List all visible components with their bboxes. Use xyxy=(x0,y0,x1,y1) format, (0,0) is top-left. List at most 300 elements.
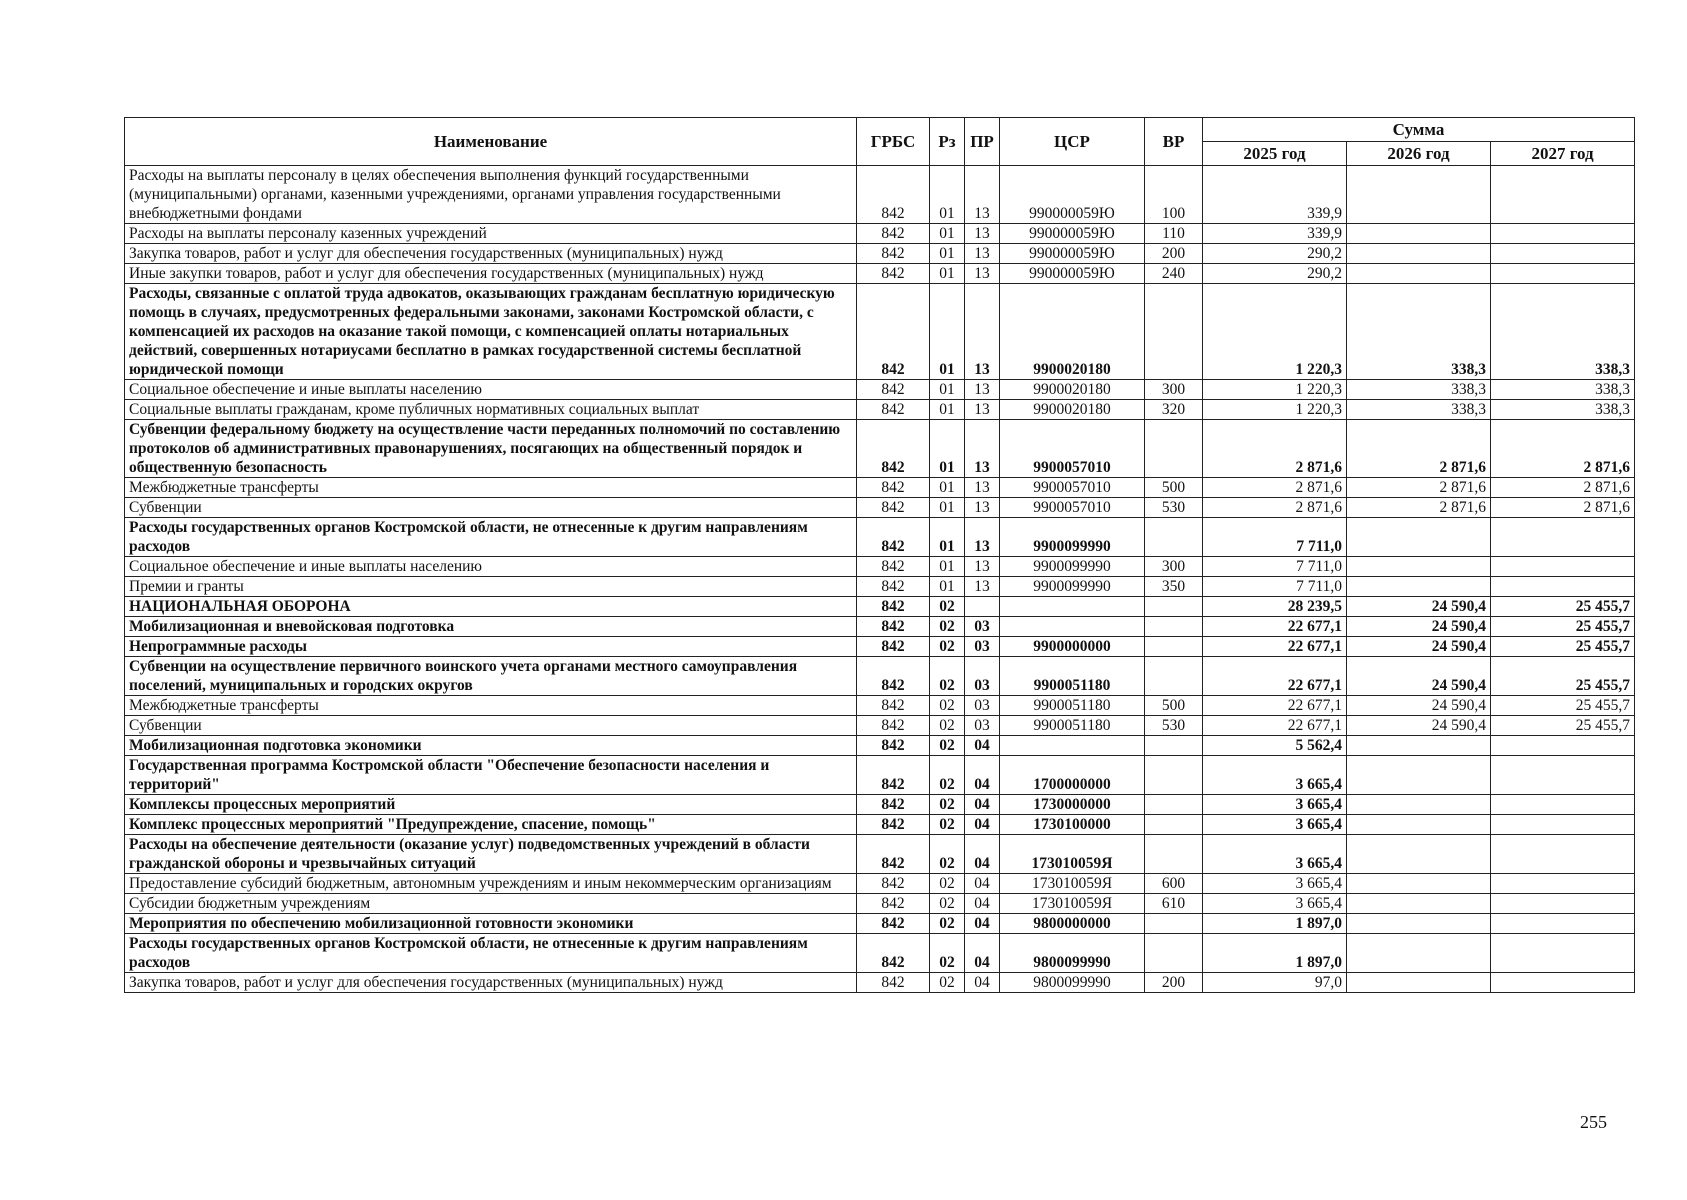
cell-y2027: 2 871,6 xyxy=(1491,478,1635,498)
cell-y2027 xyxy=(1491,166,1635,224)
cell-pr: 04 xyxy=(965,815,1000,835)
table-body xyxy=(125,166,1635,993)
header-year-2027: 2027 год xyxy=(1491,142,1635,166)
cell-y2027: 25 455,7 xyxy=(1491,657,1635,696)
cell-pr: 03 xyxy=(965,617,1000,637)
cell-grbs: 842 xyxy=(857,498,930,518)
cell-csr: 9900057010 xyxy=(1000,498,1145,518)
cell-vr xyxy=(1145,756,1203,795)
cell-rz: 01 xyxy=(930,380,965,400)
cell-vr: 530 xyxy=(1145,498,1203,518)
cell-pr: 13 xyxy=(965,557,1000,577)
cell-rz: 02 xyxy=(930,934,965,973)
cell-grbs: 842 xyxy=(857,244,930,264)
cell-y2027: 25 455,7 xyxy=(1491,617,1635,637)
cell-name: Комплексы процессных мероприятий xyxy=(125,795,857,815)
cell-pr: 04 xyxy=(965,835,1000,874)
cell-rz: 02 xyxy=(930,597,965,617)
table-row xyxy=(125,597,1635,617)
cell-grbs: 842 xyxy=(857,637,930,657)
cell-pr: 04 xyxy=(965,756,1000,795)
cell-csr: 9800099990 xyxy=(1000,934,1145,973)
cell-y2027 xyxy=(1491,518,1635,557)
cell-y2026 xyxy=(1347,577,1491,597)
cell-vr: 200 xyxy=(1145,973,1203,993)
cell-rz: 01 xyxy=(930,518,965,557)
cell-csr: 990000059Ю xyxy=(1000,224,1145,244)
cell-csr: 1730000000 xyxy=(1000,795,1145,815)
cell-name: Закупка товаров, работ и услуг для обеспечения государственных (муниципальных) нужд xyxy=(125,973,857,993)
cell-pr: 03 xyxy=(965,716,1000,736)
page-number: 255 xyxy=(1580,1112,1607,1132)
table-row xyxy=(125,617,1635,637)
cell-rz: 02 xyxy=(930,874,965,894)
cell-y2026 xyxy=(1347,244,1491,264)
cell-grbs: 842 xyxy=(857,874,930,894)
cell-grbs: 842 xyxy=(857,914,930,934)
cell-grbs: 842 xyxy=(857,934,930,973)
cell-y2025: 3 665,4 xyxy=(1203,795,1347,815)
cell-grbs: 842 xyxy=(857,557,930,577)
table-row xyxy=(125,478,1635,498)
cell-y2027 xyxy=(1491,934,1635,973)
cell-y2026 xyxy=(1347,914,1491,934)
cell-y2027 xyxy=(1491,795,1635,815)
cell-grbs: 842 xyxy=(857,696,930,716)
cell-y2026: 2 871,6 xyxy=(1347,420,1491,478)
cell-rz: 02 xyxy=(930,756,965,795)
cell-vr xyxy=(1145,518,1203,557)
table-header xyxy=(125,118,1635,166)
cell-name: Расходы на выплаты персоналу в целях обеспечения выполнения функций государственными (муниципальными) органами, казенными учреждениями, органами управления государственными внебюджетными фондами xyxy=(125,166,857,224)
cell-name: Предоставление субсидий бюджетным, автономным учреждениям и иным некоммерческим организациям xyxy=(125,874,857,894)
cell-csr: 1700000000 xyxy=(1000,756,1145,795)
cell-pr: 04 xyxy=(965,736,1000,756)
cell-pr: 04 xyxy=(965,934,1000,973)
cell-csr: 9800099990 xyxy=(1000,973,1145,993)
cell-rz: 02 xyxy=(930,736,965,756)
cell-pr: 13 xyxy=(965,224,1000,244)
cell-pr: 03 xyxy=(965,637,1000,657)
cell-y2026: 24 590,4 xyxy=(1347,657,1491,696)
cell-rz: 02 xyxy=(930,815,965,835)
cell-y2027 xyxy=(1491,736,1635,756)
cell-name: Субсидии бюджетным учреждениям xyxy=(125,894,857,914)
cell-csr: 990000059Ю xyxy=(1000,264,1145,284)
table-row xyxy=(125,835,1635,874)
cell-y2027: 338,3 xyxy=(1491,284,1635,380)
cell-grbs: 842 xyxy=(857,478,930,498)
cell-name: Межбюджетные трансферты xyxy=(125,478,857,498)
cell-grbs: 842 xyxy=(857,973,930,993)
cell-y2025: 7 711,0 xyxy=(1203,557,1347,577)
cell-y2025: 22 677,1 xyxy=(1203,716,1347,736)
cell-y2025: 7 711,0 xyxy=(1203,577,1347,597)
cell-y2026 xyxy=(1347,835,1491,874)
table-row xyxy=(125,736,1635,756)
cell-pr xyxy=(965,597,1000,617)
cell-vr: 500 xyxy=(1145,478,1203,498)
table-row xyxy=(125,795,1635,815)
table-row xyxy=(125,224,1635,244)
cell-y2026 xyxy=(1347,166,1491,224)
cell-y2025: 22 677,1 xyxy=(1203,637,1347,657)
cell-y2026: 24 590,4 xyxy=(1347,637,1491,657)
cell-pr: 13 xyxy=(965,400,1000,420)
cell-rz: 02 xyxy=(930,696,965,716)
cell-rz: 02 xyxy=(930,894,965,914)
cell-y2025: 5 562,4 xyxy=(1203,736,1347,756)
cell-name: Премии и гранты xyxy=(125,577,857,597)
cell-csr xyxy=(1000,736,1145,756)
cell-y2026 xyxy=(1347,736,1491,756)
cell-vr xyxy=(1145,617,1203,637)
cell-y2025: 3 665,4 xyxy=(1203,894,1347,914)
cell-grbs: 842 xyxy=(857,716,930,736)
cell-grbs: 842 xyxy=(857,284,930,380)
cell-csr: 9900099990 xyxy=(1000,577,1145,597)
cell-y2027 xyxy=(1491,264,1635,284)
cell-csr xyxy=(1000,597,1145,617)
cell-pr: 13 xyxy=(965,166,1000,224)
cell-y2025: 2 871,6 xyxy=(1203,420,1347,478)
cell-y2027: 2 871,6 xyxy=(1491,420,1635,478)
table-row xyxy=(125,756,1635,795)
header-csr: ЦСР xyxy=(1000,118,1145,166)
table-row xyxy=(125,914,1635,934)
table-row xyxy=(125,400,1635,420)
cell-y2026: 24 590,4 xyxy=(1347,716,1491,736)
cell-y2025: 2 871,6 xyxy=(1203,498,1347,518)
cell-y2025: 3 665,4 xyxy=(1203,815,1347,835)
cell-name: НАЦИОНАЛЬНАЯ ОБОРОНА xyxy=(125,597,857,617)
cell-rz: 02 xyxy=(930,973,965,993)
cell-y2027 xyxy=(1491,815,1635,835)
cell-grbs: 842 xyxy=(857,380,930,400)
cell-y2026 xyxy=(1347,874,1491,894)
cell-rz: 01 xyxy=(930,400,965,420)
cell-y2026 xyxy=(1347,518,1491,557)
table-row xyxy=(125,518,1635,557)
cell-vr: 320 xyxy=(1145,400,1203,420)
cell-grbs: 842 xyxy=(857,657,930,696)
cell-y2025: 3 665,4 xyxy=(1203,756,1347,795)
header-year-2025: 2025 год xyxy=(1203,142,1347,166)
cell-y2025: 28 239,5 xyxy=(1203,597,1347,617)
cell-pr: 13 xyxy=(965,420,1000,478)
cell-y2027 xyxy=(1491,577,1635,597)
cell-vr: 600 xyxy=(1145,874,1203,894)
cell-grbs: 842 xyxy=(857,894,930,914)
table-row xyxy=(125,716,1635,736)
cell-y2027: 25 455,7 xyxy=(1491,597,1635,617)
cell-rz: 01 xyxy=(930,284,965,380)
cell-name: Непрограммные расходы xyxy=(125,637,857,657)
cell-y2026 xyxy=(1347,264,1491,284)
cell-pr: 13 xyxy=(965,478,1000,498)
header-grbs: ГРБС xyxy=(857,118,930,166)
cell-name: Мобилизационная и вневойсковая подготовка xyxy=(125,617,857,637)
header-year-2026: 2026 год xyxy=(1347,142,1491,166)
table-row xyxy=(125,498,1635,518)
cell-y2025: 2 871,6 xyxy=(1203,478,1347,498)
cell-rz: 02 xyxy=(930,657,965,696)
table-row xyxy=(125,284,1635,380)
cell-rz: 02 xyxy=(930,716,965,736)
cell-y2025: 22 677,1 xyxy=(1203,657,1347,696)
cell-rz: 02 xyxy=(930,637,965,657)
cell-y2026: 24 590,4 xyxy=(1347,617,1491,637)
header-rz: Рз xyxy=(930,118,965,166)
cell-vr xyxy=(1145,914,1203,934)
cell-pr: 13 xyxy=(965,284,1000,380)
cell-vr xyxy=(1145,420,1203,478)
table-row xyxy=(125,815,1635,835)
cell-y2027 xyxy=(1491,874,1635,894)
cell-grbs: 842 xyxy=(857,264,930,284)
cell-y2025: 339,9 xyxy=(1203,166,1347,224)
cell-vr: 300 xyxy=(1145,557,1203,577)
cell-rz: 01 xyxy=(930,498,965,518)
cell-y2025: 97,0 xyxy=(1203,973,1347,993)
cell-rz: 02 xyxy=(930,617,965,637)
cell-vr xyxy=(1145,284,1203,380)
cell-csr: 9900057010 xyxy=(1000,478,1145,498)
cell-pr: 13 xyxy=(965,264,1000,284)
cell-vr: 300 xyxy=(1145,380,1203,400)
cell-name: Субвенции xyxy=(125,716,857,736)
cell-vr: 350 xyxy=(1145,577,1203,597)
table-row xyxy=(125,557,1635,577)
cell-vr xyxy=(1145,795,1203,815)
cell-vr: 240 xyxy=(1145,264,1203,284)
table-row xyxy=(125,637,1635,657)
cell-grbs: 842 xyxy=(857,736,930,756)
cell-rz: 01 xyxy=(930,478,965,498)
cell-vr: 530 xyxy=(1145,716,1203,736)
cell-csr: 9900020180 xyxy=(1000,284,1145,380)
cell-grbs: 842 xyxy=(857,815,930,835)
cell-vr xyxy=(1145,815,1203,835)
cell-y2027 xyxy=(1491,756,1635,795)
cell-y2027: 338,3 xyxy=(1491,400,1635,420)
cell-y2026 xyxy=(1347,973,1491,993)
table-row xyxy=(125,380,1635,400)
cell-pr: 13 xyxy=(965,498,1000,518)
cell-y2027 xyxy=(1491,557,1635,577)
cell-y2025: 3 665,4 xyxy=(1203,835,1347,874)
cell-y2025: 22 677,1 xyxy=(1203,617,1347,637)
cell-csr: 9900020180 xyxy=(1000,400,1145,420)
cell-name: Социальные выплаты гражданам, кроме публичных нормативных социальных выплат xyxy=(125,400,857,420)
cell-y2025: 7 711,0 xyxy=(1203,518,1347,557)
cell-name: Субвенции федеральному бюджету на осуществление части переданных полномочий по составлению протоколов об административных правонарушениях, посягающих на общественный порядок и общественную безопасность xyxy=(125,420,857,478)
cell-name: Закупка товаров, работ и услуг для обеспечения государственных (муниципальных) нужд xyxy=(125,244,857,264)
cell-name: Расходы на обеспечение деятельности (оказание услуг) подведомственных учреждений в области гражданской обороны и чрезвычайных ситуаций xyxy=(125,835,857,874)
cell-name: Расходы, связанные с оплатой труда адвокатов, оказывающих гражданам бесплатную юридическую помощь в случаях, предусмотренных федеральными законами, законами Костромской области, с компенсацией их расходов на оказание такой помощи, с компенсацией оплаты нотариальных действий, совершенных нотариусами бесплатно в рамках государственной системы бесплатной юридической помощи xyxy=(125,284,857,380)
cell-grbs: 842 xyxy=(857,597,930,617)
cell-name: Субвенции на осуществление первичного воинского учета органами местного самоуправления поселений, муниципальных и городских округов xyxy=(125,657,857,696)
cell-y2027: 2 871,6 xyxy=(1491,498,1635,518)
cell-y2027: 338,3 xyxy=(1491,380,1635,400)
cell-pr: 04 xyxy=(965,795,1000,815)
cell-y2027 xyxy=(1491,835,1635,874)
cell-y2026: 24 590,4 xyxy=(1347,696,1491,716)
cell-csr: 173010059Я xyxy=(1000,894,1145,914)
table-row xyxy=(125,264,1635,284)
cell-pr: 13 xyxy=(965,380,1000,400)
cell-pr: 13 xyxy=(965,244,1000,264)
cell-csr: 9900051180 xyxy=(1000,696,1145,716)
table-row xyxy=(125,420,1635,478)
cell-csr: 173010059Я xyxy=(1000,874,1145,894)
cell-csr xyxy=(1000,617,1145,637)
cell-grbs: 842 xyxy=(857,795,930,815)
cell-y2027 xyxy=(1491,224,1635,244)
cell-pr: 04 xyxy=(965,914,1000,934)
cell-y2026 xyxy=(1347,756,1491,795)
cell-vr xyxy=(1145,934,1203,973)
cell-name: Комплекс процессных мероприятий "Предупреждение, спасение, помощь" xyxy=(125,815,857,835)
cell-name: Социальное обеспечение и иные выплаты населению xyxy=(125,380,857,400)
table-row xyxy=(125,973,1635,993)
cell-grbs: 842 xyxy=(857,577,930,597)
cell-csr: 9900051180 xyxy=(1000,657,1145,696)
cell-y2026 xyxy=(1347,557,1491,577)
cell-csr: 9900099990 xyxy=(1000,518,1145,557)
cell-grbs: 842 xyxy=(857,835,930,874)
cell-name: Государственная программа Костромской области "Обеспечение безопасности населения и территорий" xyxy=(125,756,857,795)
header-name: Наименование xyxy=(125,118,857,166)
cell-vr: 500 xyxy=(1145,696,1203,716)
cell-name: Расходы государственных органов Костромской области, не отнесенные к другим направлениям расходов xyxy=(125,518,857,557)
cell-pr: 13 xyxy=(965,518,1000,557)
cell-y2027 xyxy=(1491,914,1635,934)
cell-y2026 xyxy=(1347,934,1491,973)
cell-y2025: 290,2 xyxy=(1203,264,1347,284)
cell-grbs: 842 xyxy=(857,400,930,420)
cell-y2026: 2 871,6 xyxy=(1347,498,1491,518)
cell-y2026: 338,3 xyxy=(1347,400,1491,420)
cell-pr: 04 xyxy=(965,894,1000,914)
cell-name: Расходы на выплаты персоналу казенных учреждений xyxy=(125,224,857,244)
cell-csr: 9900020180 xyxy=(1000,380,1145,400)
cell-rz: 02 xyxy=(930,914,965,934)
cell-vr: 100 xyxy=(1145,166,1203,224)
cell-y2025: 1 220,3 xyxy=(1203,380,1347,400)
cell-pr: 04 xyxy=(965,874,1000,894)
cell-y2025: 339,9 xyxy=(1203,224,1347,244)
cell-csr: 990000059Ю xyxy=(1000,244,1145,264)
cell-name: Расходы государственных органов Костромской области, не отнесенные к другим направлениям расходов xyxy=(125,934,857,973)
table-row xyxy=(125,874,1635,894)
cell-y2025: 290,2 xyxy=(1203,244,1347,264)
cell-name: Субвенции xyxy=(125,498,857,518)
table-row xyxy=(125,577,1635,597)
table-row xyxy=(125,934,1635,973)
cell-rz: 01 xyxy=(930,224,965,244)
table-row xyxy=(125,657,1635,696)
cell-y2027: 25 455,7 xyxy=(1491,716,1635,736)
cell-name: Социальное обеспечение и иные выплаты населению xyxy=(125,557,857,577)
cell-pr: 04 xyxy=(965,973,1000,993)
cell-y2025: 1 897,0 xyxy=(1203,914,1347,934)
cell-grbs: 842 xyxy=(857,518,930,557)
cell-y2025: 1 897,0 xyxy=(1203,934,1347,973)
cell-y2026: 24 590,4 xyxy=(1347,597,1491,617)
cell-rz: 01 xyxy=(930,420,965,478)
header-pr: ПР xyxy=(965,118,1000,166)
table-row xyxy=(125,696,1635,716)
cell-pr: 03 xyxy=(965,696,1000,716)
cell-grbs: 842 xyxy=(857,756,930,795)
cell-csr: 9900099990 xyxy=(1000,557,1145,577)
header-sum: Сумма xyxy=(1203,118,1635,142)
table-row xyxy=(125,894,1635,914)
cell-name: Мероприятия по обеспечению мобилизационной готовности экономики xyxy=(125,914,857,934)
cell-y2026: 338,3 xyxy=(1347,380,1491,400)
cell-y2027 xyxy=(1491,973,1635,993)
cell-y2027 xyxy=(1491,894,1635,914)
cell-grbs: 842 xyxy=(857,420,930,478)
cell-rz: 02 xyxy=(930,795,965,815)
cell-csr: 9900000000 xyxy=(1000,637,1145,657)
budget-table xyxy=(124,117,1635,993)
cell-grbs: 842 xyxy=(857,224,930,244)
cell-vr: 110 xyxy=(1145,224,1203,244)
cell-y2027 xyxy=(1491,244,1635,264)
cell-y2026 xyxy=(1347,894,1491,914)
cell-grbs: 842 xyxy=(857,166,930,224)
cell-pr: 03 xyxy=(965,657,1000,696)
cell-y2026 xyxy=(1347,224,1491,244)
table-row xyxy=(125,244,1635,264)
cell-grbs: 842 xyxy=(857,617,930,637)
cell-csr: 173010059Я xyxy=(1000,835,1145,874)
cell-rz: 02 xyxy=(930,835,965,874)
cell-y2025: 1 220,3 xyxy=(1203,284,1347,380)
cell-rz: 01 xyxy=(930,557,965,577)
cell-vr xyxy=(1145,637,1203,657)
cell-y2026 xyxy=(1347,815,1491,835)
cell-pr: 13 xyxy=(965,577,1000,597)
cell-y2026: 338,3 xyxy=(1347,284,1491,380)
cell-rz: 01 xyxy=(930,244,965,264)
cell-rz: 01 xyxy=(930,166,965,224)
cell-vr: 610 xyxy=(1145,894,1203,914)
cell-vr xyxy=(1145,597,1203,617)
cell-name: Иные закупки товаров, работ и услуг для обеспечения государственных (муниципальных) нужд xyxy=(125,264,857,284)
cell-name: Мобилизационная подготовка экономики xyxy=(125,736,857,756)
cell-y2025: 1 220,3 xyxy=(1203,400,1347,420)
header-vr: ВР xyxy=(1145,118,1203,166)
cell-y2027: 25 455,7 xyxy=(1491,637,1635,657)
cell-csr: 1730100000 xyxy=(1000,815,1145,835)
cell-csr: 9800000000 xyxy=(1000,914,1145,934)
cell-rz: 01 xyxy=(930,264,965,284)
cell-y2026 xyxy=(1347,795,1491,815)
table-row xyxy=(125,166,1635,224)
cell-vr xyxy=(1145,736,1203,756)
cell-csr: 9900057010 xyxy=(1000,420,1145,478)
cell-name: Межбюджетные трансферты xyxy=(125,696,857,716)
cell-y2025: 3 665,4 xyxy=(1203,874,1347,894)
cell-vr xyxy=(1145,657,1203,696)
cell-rz: 01 xyxy=(930,577,965,597)
cell-vr: 200 xyxy=(1145,244,1203,264)
cell-y2027: 25 455,7 xyxy=(1491,696,1635,716)
cell-csr: 9900051180 xyxy=(1000,716,1145,736)
